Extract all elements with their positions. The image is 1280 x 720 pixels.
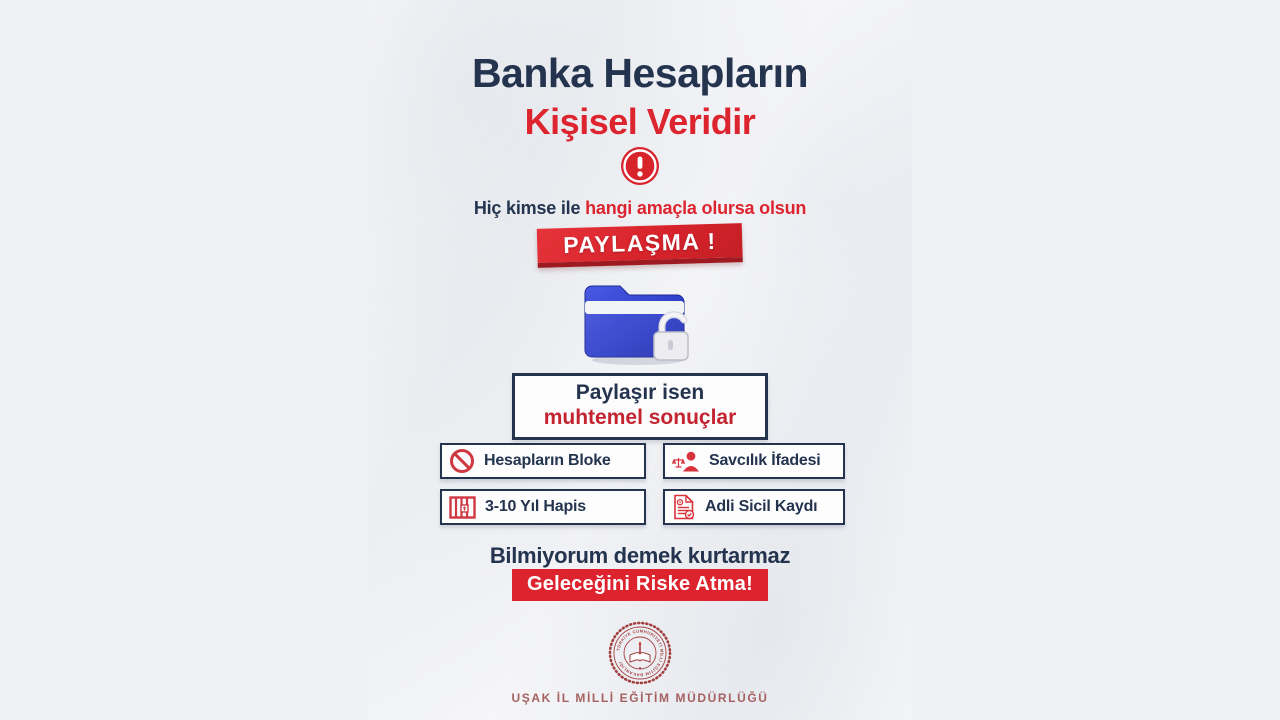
warning-line-prefix: Hiç kimse ile [473, 198, 586, 218]
criminal-record-icon [672, 494, 696, 520]
exclamation-icon [620, 146, 660, 186]
locked-folder-icon [576, 268, 704, 368]
share-banner: PAYLAŞMA ! [537, 223, 743, 268]
emblem-circular-text: TÜRKİYE CUMHURİYETİ MİLLİ EĞİTİM BAKANLIĞI [615, 628, 665, 678]
poster-subtitle: Kişisel Veridir [524, 101, 756, 142]
closing-banner: Geleceğini Riske Atma! [512, 569, 768, 601]
poster-title: Banka Hesapların [471, 50, 809, 96]
consequence-label: Hesapların Bloke [484, 452, 611, 469]
no-entry-icon [449, 448, 475, 474]
consequences-line1: Paylaşır isen [575, 381, 705, 404]
consequences-header-box [512, 373, 768, 440]
book-and-torch-glyph [630, 642, 650, 670]
consequence-label: Adli Sicil Kaydı [705, 498, 818, 515]
warning-line-highlight: hangi amaçla olursa olsun [585, 198, 807, 218]
consequence-label: 3-10 Yıl Hapis [485, 498, 586, 515]
consequence-item-blocked-accounts [440, 443, 646, 479]
consequence-label: Savcılık İfadesi [709, 452, 821, 469]
consequences-line2: muhtemel sonuçlar [543, 406, 737, 429]
footer-institution: UŞAK İL MİLLİ EĞİTİM MÜDÜRLÜĞÜ [511, 691, 769, 705]
consequence-item-criminal-record [663, 489, 845, 525]
consequence-item-prison [440, 489, 646, 525]
prison-bars-icon [449, 496, 476, 519]
closing-line: Bilmiyorum demek kurtarmaz [489, 543, 791, 568]
consequences-grid [440, 443, 845, 525]
awareness-poster [368, 0, 912, 720]
ministry-emblem [608, 621, 672, 685]
warning-line [474, 198, 806, 219]
consequence-item-prosecutor-statement [663, 443, 845, 479]
prosecutor-icon [672, 450, 700, 472]
